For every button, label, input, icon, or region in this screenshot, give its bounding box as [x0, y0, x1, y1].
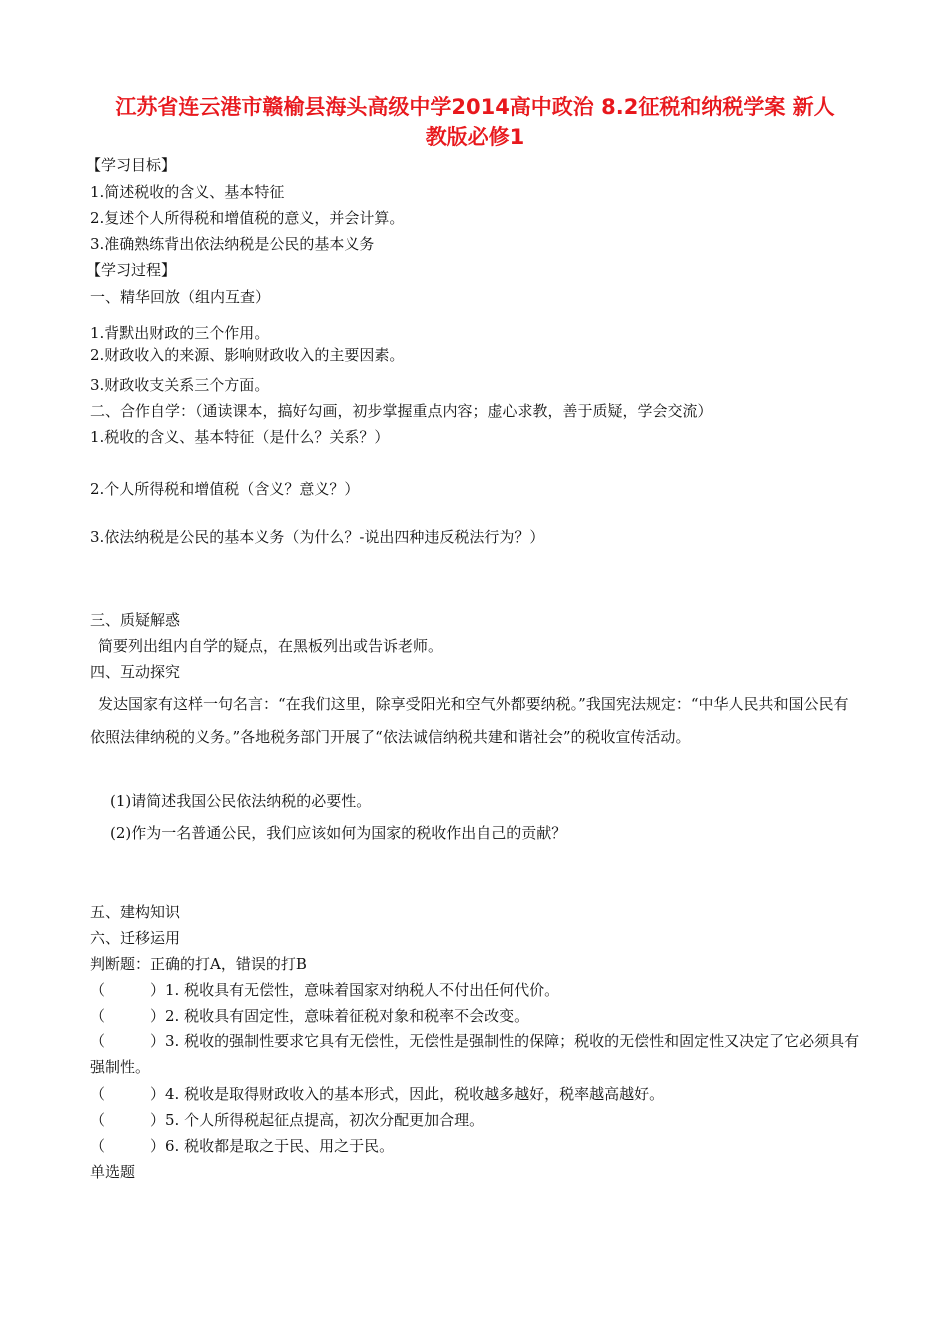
section-4-heading: 四、互动探究 — [90, 663, 181, 681]
section-4-question-1: (1)请简述我国公民依法纳税的必要性。 — [110, 792, 372, 810]
title-line-1: 江苏省连云港市赣榆县海头高级中学2014高中政治 8.2征税和纳税学案 新人 — [115, 95, 835, 119]
judge-item-5: （ ）5. 个人所得税起征点提高，初次分配更加合理。 — [90, 1111, 485, 1129]
section-4-text: 发达国家有这样一句名言：“在我们这里，除享受阳光和空气外都要纳税。”我国宪法规定：“中华人民共和国公民有依照法律纳税的义务。”各地税务部门开展了“依法诚信纳税共建和谐社会”的税收宣传活动。 — [90, 695, 849, 746]
section-2-heading: 二、合作自学：（通读课本，搞好勾画，初步掌握重点内容；虚心求教，善于质疑，学会交流） — [90, 402, 713, 420]
judge-item-3: （ ）3. 税收的强制性要求它具有无偿性，无偿性是强制性的保障；税收的无偿性和固定性又决定了它必须具有强制性。 — [90, 1032, 860, 1076]
document-title — [60, 92, 890, 152]
section-2-item-2: 2.个人所得税和增值税（含义？意义？） — [90, 480, 360, 498]
section-3-heading: 三、质疑解惑 — [90, 611, 181, 629]
single-choice-heading: 单选题 — [90, 1163, 136, 1181]
section-2-item-3: 3.依法纳税是公民的基本义务（为什么？-说出四种违反税法行为？） — [90, 528, 545, 546]
objectives-heading: 【学习目标】 — [86, 156, 177, 174]
section-5-heading: 五、建构知识 — [90, 903, 181, 921]
section-2-item-1: 1.税收的含义、基本特征（是什么？关系？） — [90, 428, 390, 446]
title-line-2: 教版必修1 — [425, 125, 525, 149]
section-4-question-2: (2)作为一名普通公民，我们应该如何为国家的税收作出自己的贡献？ — [110, 824, 567, 842]
judge-heading: 判断题：正确的打A，错误的打B — [90, 955, 307, 973]
judge-item-1: （ ）1. 税收具有无偿性，意味着国家对纳税人不付出任何代价。 — [90, 981, 560, 999]
section-1-item-2: 2.财政收入的来源、影响财政收入的主要因素。 — [90, 346, 405, 364]
objective-item-1: 1.简述税收的含义、基本特征 — [90, 183, 285, 201]
section-1-item-3: 3.财政收支关系三个方面。 — [90, 376, 270, 394]
section-6-heading: 六、迁移运用 — [90, 929, 181, 947]
judge-item-4: （ ）4. 税收是取得财政收入的基本形式，因此，税收越多越好，税率越高越好。 — [90, 1085, 665, 1103]
section-3-text: 简要列出组内自学的疑点，在黑板列出或告诉老师。 — [98, 637, 444, 655]
judge-item-2: （ ）2. 税收具有固定性，意味着征税对象和税率不会改变。 — [90, 1007, 530, 1025]
section-1-heading: 一、精华回放（组内互查） — [90, 288, 271, 306]
section-1-item-1: 1.背默出财政的三个作用。 — [90, 324, 270, 342]
judge-item-6: （ ）6. 税收都是取之于民、用之于民。 — [90, 1137, 395, 1155]
process-heading: 【学习过程】 — [86, 261, 177, 279]
objective-item-2: 2.复述个人所得税和增值税的意义，并会计算。 — [90, 209, 405, 227]
objective-item-3: 3.准确熟练背出依法纳税是公民的基本义务 — [90, 235, 375, 253]
